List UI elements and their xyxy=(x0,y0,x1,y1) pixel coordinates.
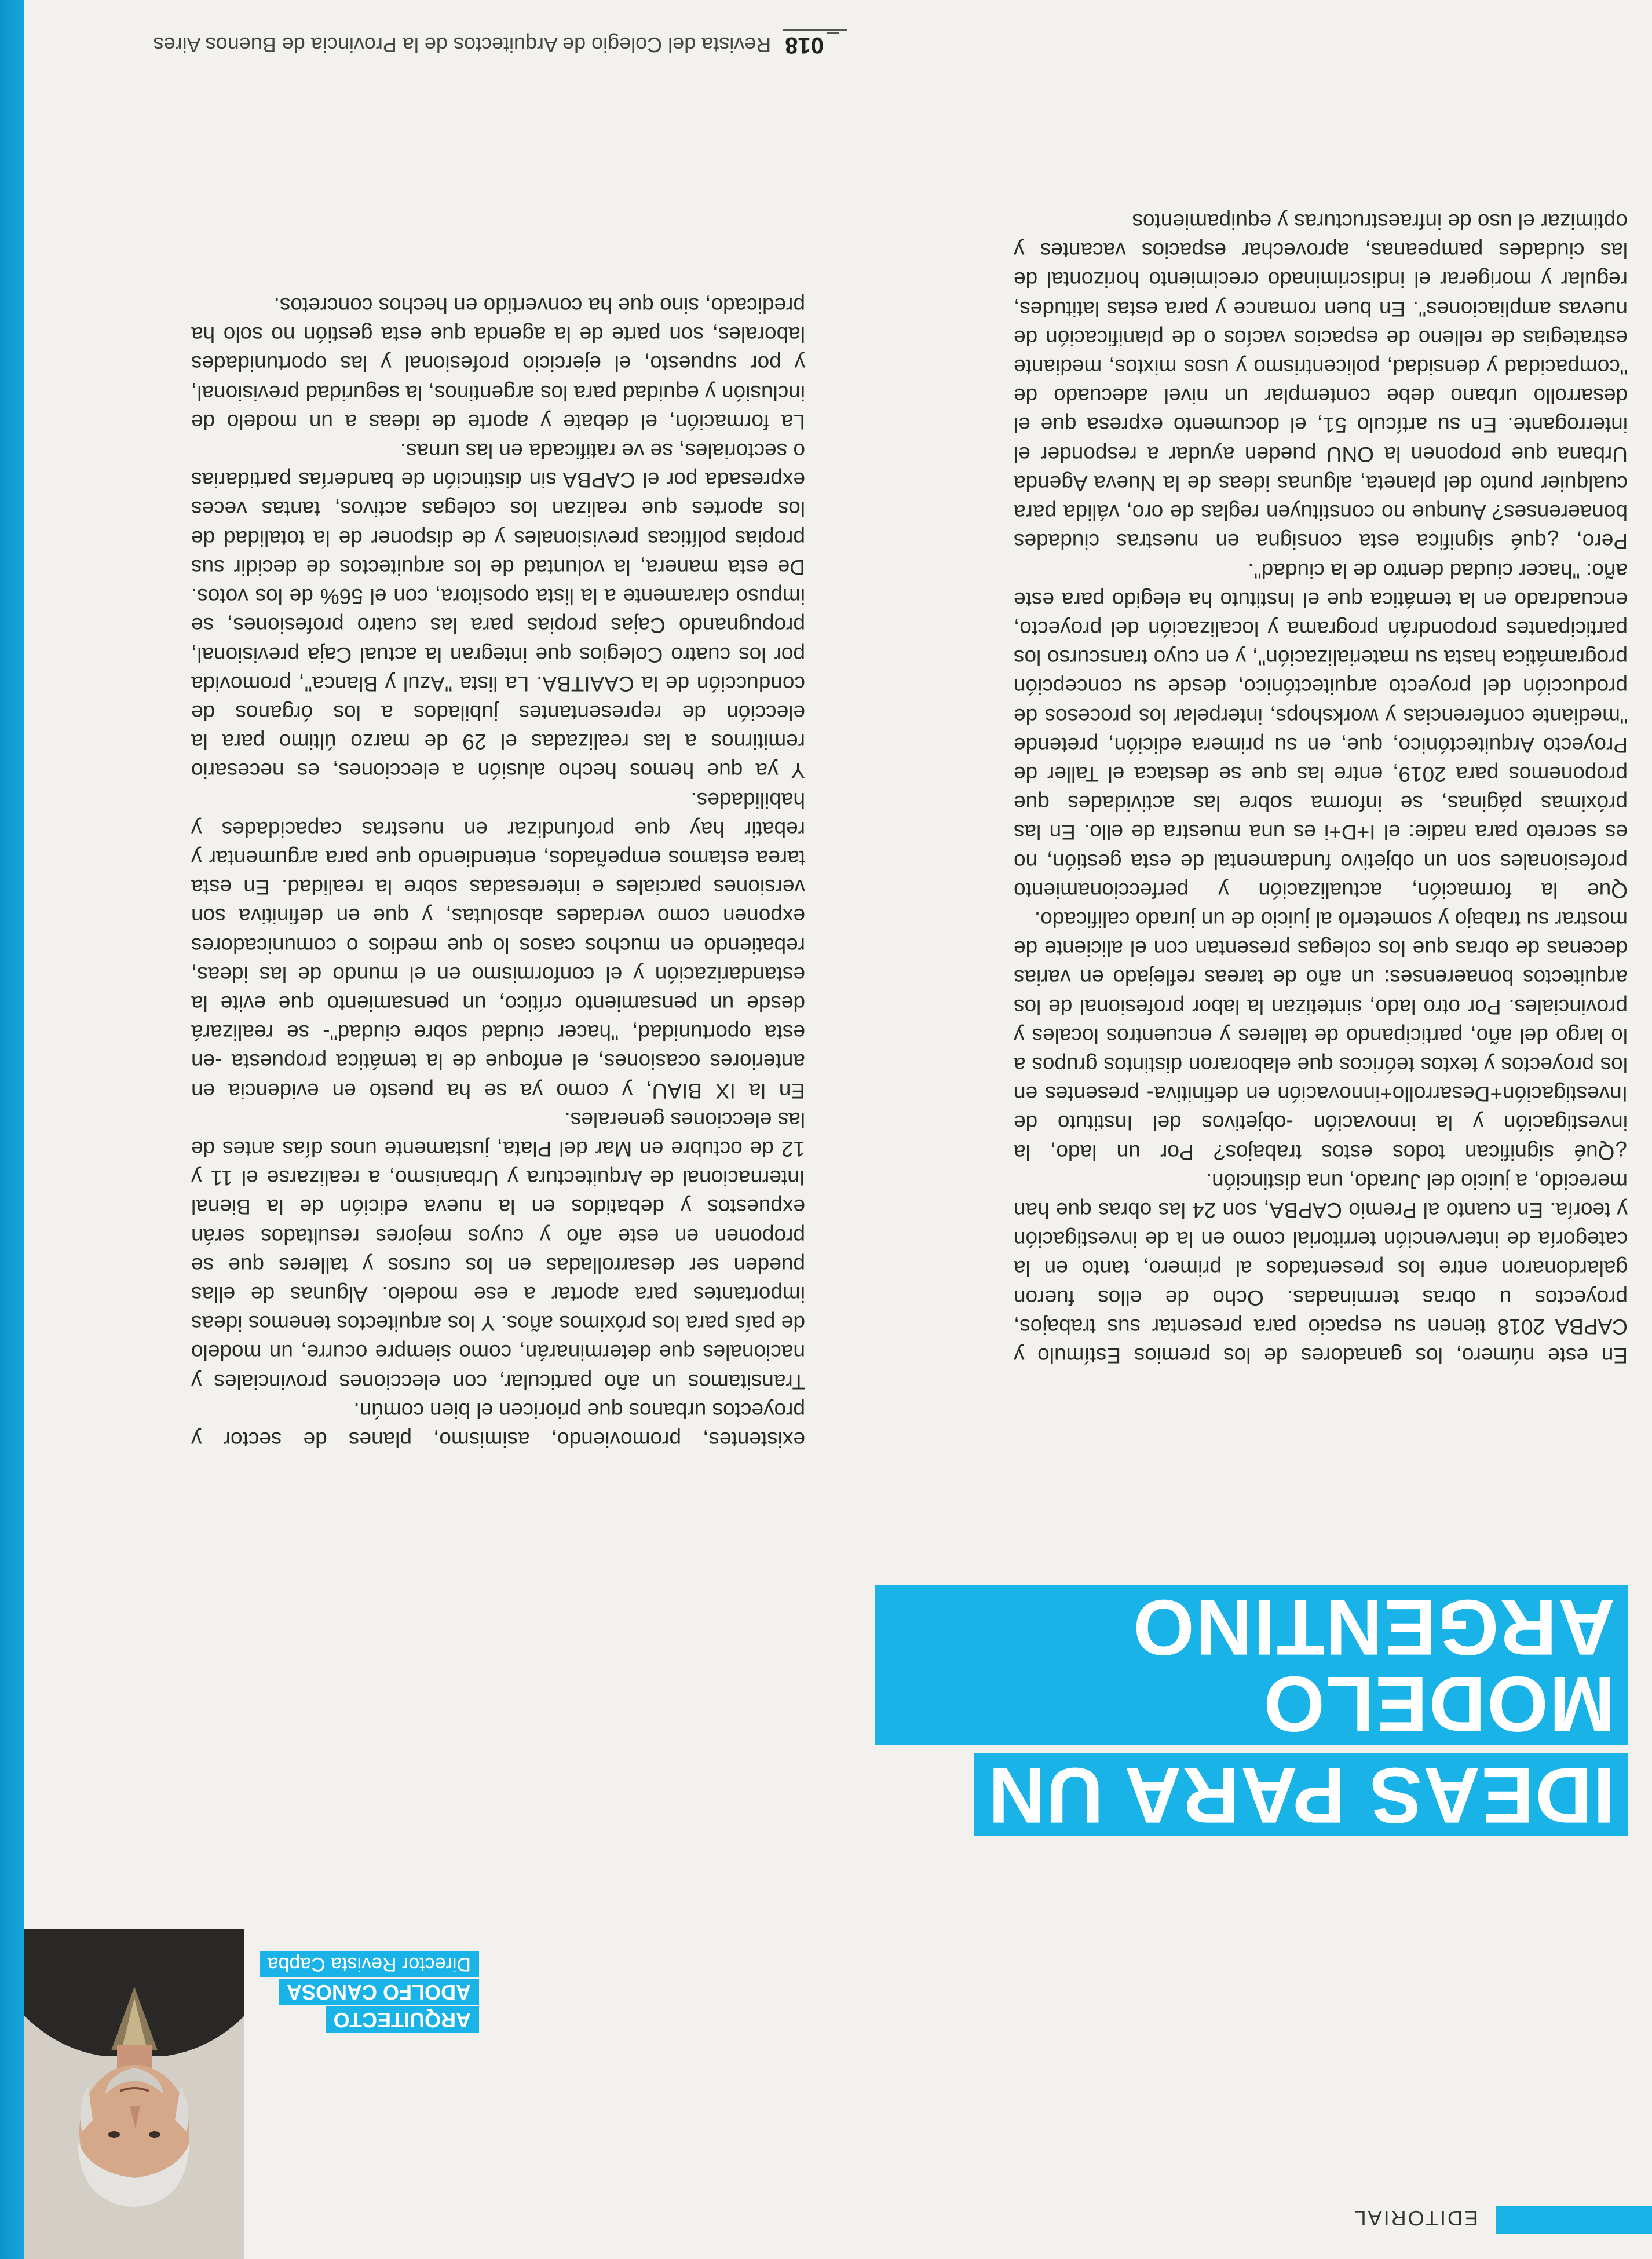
title-line-2: MODELO ARGENTINO xyxy=(875,1585,1628,1745)
title-line-1: IDEAS PARA UN xyxy=(974,1753,1628,1836)
text-column-right xyxy=(191,291,805,1454)
text-column-left xyxy=(1014,207,1628,1370)
paragraph: Que la formación, actualización y perfeccionamiento profesionales son un objetivo fundamental de esta gestión, no es secreto para nadie: el I+D+i es una muestra de ello. En las próximas páginas, se informa sobre las actividades que proponemos para 2019, entre las que se destaca el Taller de Proyecto Arquitectónico, que, en su primera edición, pretende "mediante conferencias y workshops, interpelar los procesos de producción del proyecto arquitectónico, desde su concepción programática hasta su materialización", y en cuyo transcurso los participantes propondrán programa y localización del proyecto, encuadrado en la temática que el Instituto ha elegido para este año: "hacer ciudad dentro de la ciudad". xyxy=(1014,558,1628,902)
edge-color-band xyxy=(0,0,24,2259)
paragraph: La formación, el debate y aporte de ideas a un modelo de inclusión y equidad para los argentinos, la seguridad previsional, y por supuesto, el ejercicio profesional y las oportunidades laborales, son parte de la agenda que esta gestión no solo ha predicado, sino que ha convertido en hechos concretos. xyxy=(191,294,805,434)
section-color-bar xyxy=(1496,2206,1652,2234)
author-portrait-image xyxy=(24,1929,244,2259)
section-label: EDITORIAL xyxy=(1353,2206,1478,2230)
author-title: Director Revista Capba xyxy=(260,1951,479,1977)
paragraph: ¿Qué significan todos estos trabajos? Por un lado, la investigación y la innovación -objetivos del Instituto de Investigación+Desarrollo+innovación en definitiva- presentes en los proyectos y textos teóricos que elaboraron distintos grupos a lo largo del año, participando de talleres y encuentros locales y provinciales. Por otro lado, sintetizan la labor profesional de los arquitectos bonaerenses: un año de tareas reflejado en varias decenas de obras que los colegas presentan con el aliciente de mostrar su trabajo y someterlo al juicio de un jurado calificado. xyxy=(1014,907,1628,1164)
page-number: 018 xyxy=(783,29,847,58)
author-credit xyxy=(247,1950,479,2033)
author-role: ARQUITECTO xyxy=(326,2006,479,2033)
paragraph: Y ya que hemos hecho alusión a elecciones, es necesario remitirnos a las realizadas el 29 de marzo último para la elección de representantes jubilados a los órganos de conducción de la CAAITBA. La lista "Azul y Blanca", promovida por los cuatro Colegios que integran la actual Caja previsional, propugnando Cajas propias para las cuatro profesiones, se impuso claramente a la lista opositora, con el 56% de los votos. De esta manera, la voluntad de los arquitectos de decidir sus propias políticas previsionales y de disponer de la totalidad de los aportes que realizan los colegas activos, tantas veces expresada por el CAPBA sin distinción de banderías partidarias o sectoriales, se ve ratificada en las urnas. xyxy=(191,439,805,783)
page-title xyxy=(875,1577,1628,1840)
author-photo xyxy=(24,1929,244,2259)
paragraph: existentes, promoviendo, asimismo, planes de sector y proyectos urbanos que prioricen el bien común. xyxy=(191,1398,805,1452)
publication-name: Revista del Colegio de Arquitectos de la Provincia de Buenos Aires xyxy=(153,33,772,57)
author-name: ADOLFO CANOSA xyxy=(279,1979,479,2005)
paragraph: En este número, los ganadores de los premios Estímulo y CAPBA 2018 tienen su espacio para presentar sus trabajos, proyectos u obras terminadas. Ocho de ellos fueron galardonaron entre los presentados al primero, tanto en la categoría de intervención territorial como en la de investigación y teoría. En cuanto al Premio CAPBA, son 24 las obras que han merecido, a juicio del Jurado, una distinción. xyxy=(1014,1169,1628,1368)
paragraph: En la IX BIAU, y como ya se ha puesto en evidencia en anteriores ocasiones, el enfoque de la temática propuesta -en esta oportunidad, "hacer ciudad sobre ciudad"- se realizará desde un pensamiento crítico, un pensamiento que evite la estandarización y el conformismo en el mundo de las ideas, rebatiendo en muchos casos lo que medios o comunicadores exponen como verdades absolutas, y que en definitiva son versiones parciales e interesadas sobre la realidad. En esta tarea estamos empeñados, entendiendo que para argumentar y rebatir hay que profundizar en nuestras capacidades y habilidades. xyxy=(191,788,805,1103)
paragraph: Pero, ¿qué significa esta consigna en nuestras ciudades bonaerenses? Aunque no constituyen reglas de oro, válida para cualquier punto del planeta, algunas ideas de la Nueva Agenda Urbana que proponen la ONU pueden ayudar a responder el interrogante. En su artículo 51, el documento expresa que el desarrollo urbano debe contemplar un nivel adecuado de "compacidad y densidad, policentrismo y usos mixtos, mediante estrategias de relleno de espacios vacíos o de planificación de nuevas ampliaciones". En buen romance y para estas latitudes, regular y morigerar el indiscriminado crecimiento horizontal de las ciudades pampeanas, aprovechar espacios vacantes y optimizar el uso de infraestructuras y equipamientos xyxy=(1014,210,1628,554)
page-footer xyxy=(153,29,847,58)
paragraph: Transitamos un año particular, con elecciones provinciales y nacionales que determinarán, como siempre ocurre, un modelo de país para los próximos años. Y los arquitectos tenemos ideas importantes para aportar a ese modelo. Algunas de ellas pueden ser desarrolladas en los cursos y talleres que se proponen en este año y cuyos mejores resultados serán expuestos y debatidos en la nueva edición de la Bienal Internacional de Arquitectura y Urbanismo, a realizarse el 11 y 12 de octubre en Mar del Plata, justamente unos días antes de las elecciones generales. xyxy=(191,1107,805,1394)
